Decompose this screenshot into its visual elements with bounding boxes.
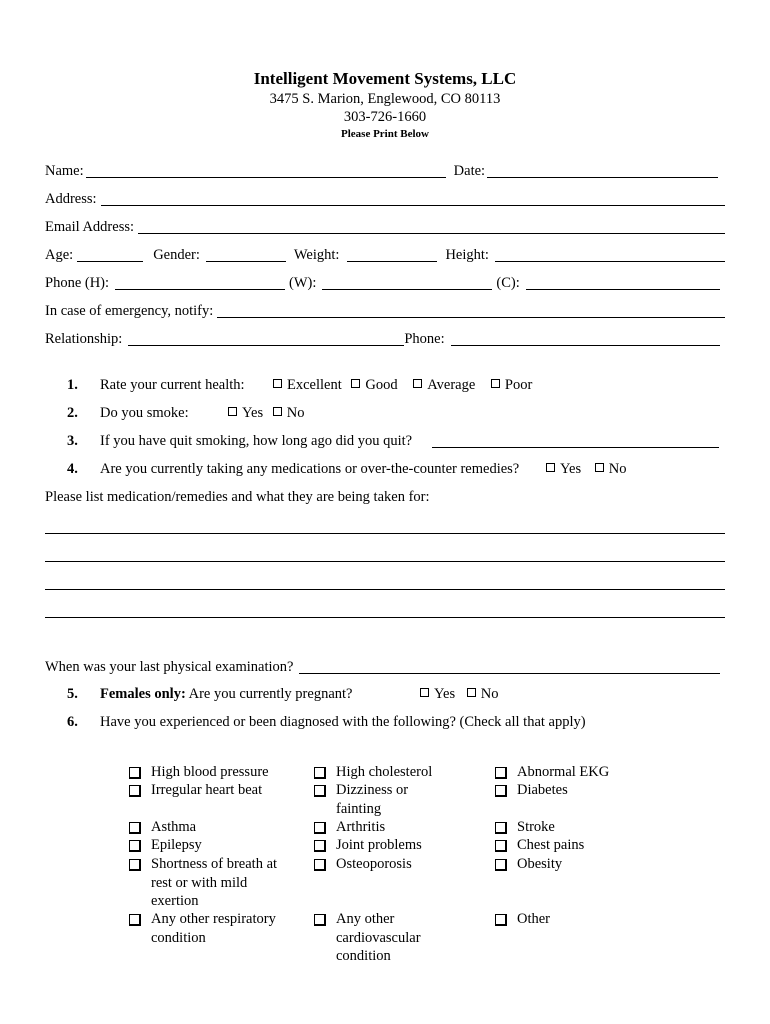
checkbox-icon[interactable] [314, 859, 326, 871]
medication-line-1[interactable] [45, 533, 725, 534]
medication-line-3[interactable] [45, 589, 725, 590]
smoke-yes-option[interactable]: Yes [228, 403, 263, 423]
condition-joint-problems[interactable]: Joint problems [314, 836, 444, 855]
company-phone: 303-726-1660 [343, 109, 427, 125]
condition-osteoporosis[interactable]: Osteoporosis [314, 855, 444, 874]
medication-line-4[interactable] [45, 617, 725, 618]
medications-yes-option[interactable]: Yes [546, 459, 581, 479]
age-row [45, 244, 725, 264]
address-row [45, 188, 725, 208]
name-row [45, 160, 725, 180]
question-3-text: If you have quit smoking, how long ago did you quit? [100, 433, 413, 449]
checkbox-icon[interactable] [273, 379, 282, 388]
checkbox-icon[interactable] [495, 859, 507, 871]
phone-cell-field[interactable] [526, 275, 720, 290]
question-2-number: 2. [67, 405, 78, 421]
physical-exam-field[interactable] [299, 659, 720, 674]
condition-abnormal-ekg[interactable]: Abnormal EKG [495, 763, 625, 782]
checkbox-icon[interactable] [546, 463, 555, 472]
health-average-option[interactable]: Average [413, 375, 475, 395]
physical-exam-label: When was your last physical examination? [45, 659, 294, 675]
gender-label: Gender: [153, 247, 200, 263]
relationship-phone-field[interactable] [451, 331, 720, 346]
question-4-text: Are you currently taking any medications or over-the-counter remedies? [100, 461, 520, 477]
checkbox-icon[interactable] [273, 407, 282, 416]
phone-row [45, 272, 725, 292]
checkbox-icon[interactable] [314, 840, 326, 852]
checkbox-icon[interactable] [314, 914, 326, 926]
question-6-number: 6. [67, 714, 78, 730]
company-address: 3475 S. Marion, Englewood, CO 80113 [269, 91, 501, 107]
checkbox-icon[interactable] [495, 840, 507, 852]
gender-field[interactable] [206, 247, 286, 262]
relationship-label: Relationship: [45, 331, 123, 347]
condition-high-cholesterol[interactable]: High cholesterol [314, 763, 444, 782]
weight-label: Weight: [293, 247, 340, 263]
condition-other-respiratory[interactable]: Any other respiratory condition [129, 910, 289, 947]
question-5-text: Are you currently pregnant? [188, 686, 353, 702]
condition-stroke[interactable]: Stroke [495, 818, 625, 837]
checkbox-icon[interactable] [129, 822, 141, 834]
emergency-row [45, 300, 725, 320]
condition-arthritis[interactable]: Arthritis [314, 818, 444, 837]
checkbox-icon[interactable] [129, 914, 141, 926]
phone-work-label: (W): [289, 275, 317, 291]
condition-dizziness-fainting[interactable]: Dizziness or fainting [314, 781, 424, 818]
email-row [45, 216, 725, 236]
phone-home-field[interactable] [115, 275, 285, 290]
smoke-no-option[interactable]: No [273, 403, 305, 423]
checkbox-icon[interactable] [495, 767, 507, 779]
relationship-field[interactable] [128, 331, 404, 346]
question-2 [45, 403, 725, 423]
checkbox-icon[interactable] [495, 785, 507, 797]
condition-irregular-heart-beat[interactable]: Irregular heart beat [129, 781, 289, 800]
medication-list-prompt: Please list medication/remedies and what they are being taken for: [45, 489, 430, 505]
height-label: Height: [445, 247, 489, 263]
condition-other[interactable]: Other [495, 910, 625, 929]
checkbox-icon[interactable] [595, 463, 604, 472]
name-field[interactable] [86, 163, 446, 178]
checkbox-icon[interactable] [351, 379, 360, 388]
checkbox-icon[interactable] [467, 688, 476, 697]
question-1-text: Rate your current health: [100, 377, 245, 393]
condition-obesity[interactable]: Obesity [495, 855, 625, 874]
question-6-text: Have you experienced or been diagnosed with the following? (Check all that apply) [100, 714, 586, 730]
condition-asthma[interactable]: Asthma [129, 818, 289, 837]
address-label: Address: [45, 191, 97, 207]
address-field[interactable] [101, 191, 725, 206]
checkbox-icon[interactable] [129, 859, 141, 871]
condition-high-blood-pressure[interactable]: High blood pressure [129, 763, 289, 782]
question-5 [45, 684, 725, 704]
height-field[interactable] [495, 247, 725, 262]
print-instruction: Please Print Below [341, 128, 429, 140]
question-4-number: 4. [67, 461, 78, 477]
pregnant-no-option[interactable]: No [467, 684, 499, 704]
age-field[interactable] [77, 247, 143, 262]
condition-other-cardiovascular[interactable]: Any other cardiovascular condition [314, 910, 434, 966]
weight-field[interactable] [347, 247, 437, 262]
phone-work-field[interactable] [322, 275, 492, 290]
checkbox-icon[interactable] [495, 914, 507, 926]
question-1-number: 1. [67, 377, 78, 393]
age-label: Age: [45, 247, 74, 263]
condition-diabetes[interactable]: Diabetes [495, 781, 625, 800]
date-label: Date: [453, 163, 486, 179]
checkbox-icon[interactable] [129, 840, 141, 852]
health-excellent-option[interactable]: Excellent [273, 375, 342, 395]
question-6 [45, 712, 725, 732]
females-only-label: Females only: [100, 686, 186, 702]
medications-no-option[interactable]: No [595, 459, 627, 479]
question-4 [45, 459, 725, 479]
relationship-phone-label: Phone: [404, 331, 445, 347]
quit-smoking-field[interactable] [432, 431, 719, 448]
emergency-label: In case of emergency, notify: [45, 303, 214, 319]
checkbox-icon[interactable] [314, 785, 326, 797]
checkbox-icon[interactable] [495, 822, 507, 834]
email-field[interactable] [138, 219, 725, 234]
phone-cell-label: (C): [496, 275, 520, 291]
condition-epilepsy[interactable]: Epilepsy [129, 836, 289, 855]
checkbox-icon[interactable] [129, 767, 141, 779]
checkbox-icon[interactable] [314, 767, 326, 779]
question-5-number: 5. [67, 686, 78, 702]
medication-line-2[interactable] [45, 561, 725, 562]
checkbox-icon[interactable] [491, 379, 500, 388]
checkbox-icon[interactable] [420, 688, 429, 697]
relationship-row [45, 328, 725, 348]
health-good-option[interactable]: Good [351, 375, 397, 395]
checkbox-icon[interactable] [228, 407, 237, 416]
phone-home-label: Phone (H): [45, 275, 110, 291]
question-3-number: 3. [67, 433, 78, 449]
condition-shortness-of-breath[interactable]: Shortness of breath at rest or with mild exertion [129, 855, 279, 911]
condition-chest-pains[interactable]: Chest pains [495, 836, 625, 855]
email-label: Email Address: [45, 219, 135, 235]
emergency-field[interactable] [217, 303, 725, 318]
name-label: Name: [45, 163, 84, 179]
checkbox-icon[interactable] [413, 379, 422, 388]
physical-exam-row [45, 656, 725, 676]
question-2-text: Do you smoke: [100, 405, 189, 421]
question-1 [45, 375, 725, 395]
company-name: Intelligent Movement Systems, LLC [253, 69, 517, 88]
health-poor-option[interactable]: Poor [491, 375, 532, 395]
date-field[interactable] [487, 163, 718, 178]
question-3 [45, 431, 725, 451]
pregnant-yes-option[interactable]: Yes [420, 684, 455, 704]
checkbox-icon[interactable] [129, 785, 141, 797]
checkbox-icon[interactable] [314, 822, 326, 834]
